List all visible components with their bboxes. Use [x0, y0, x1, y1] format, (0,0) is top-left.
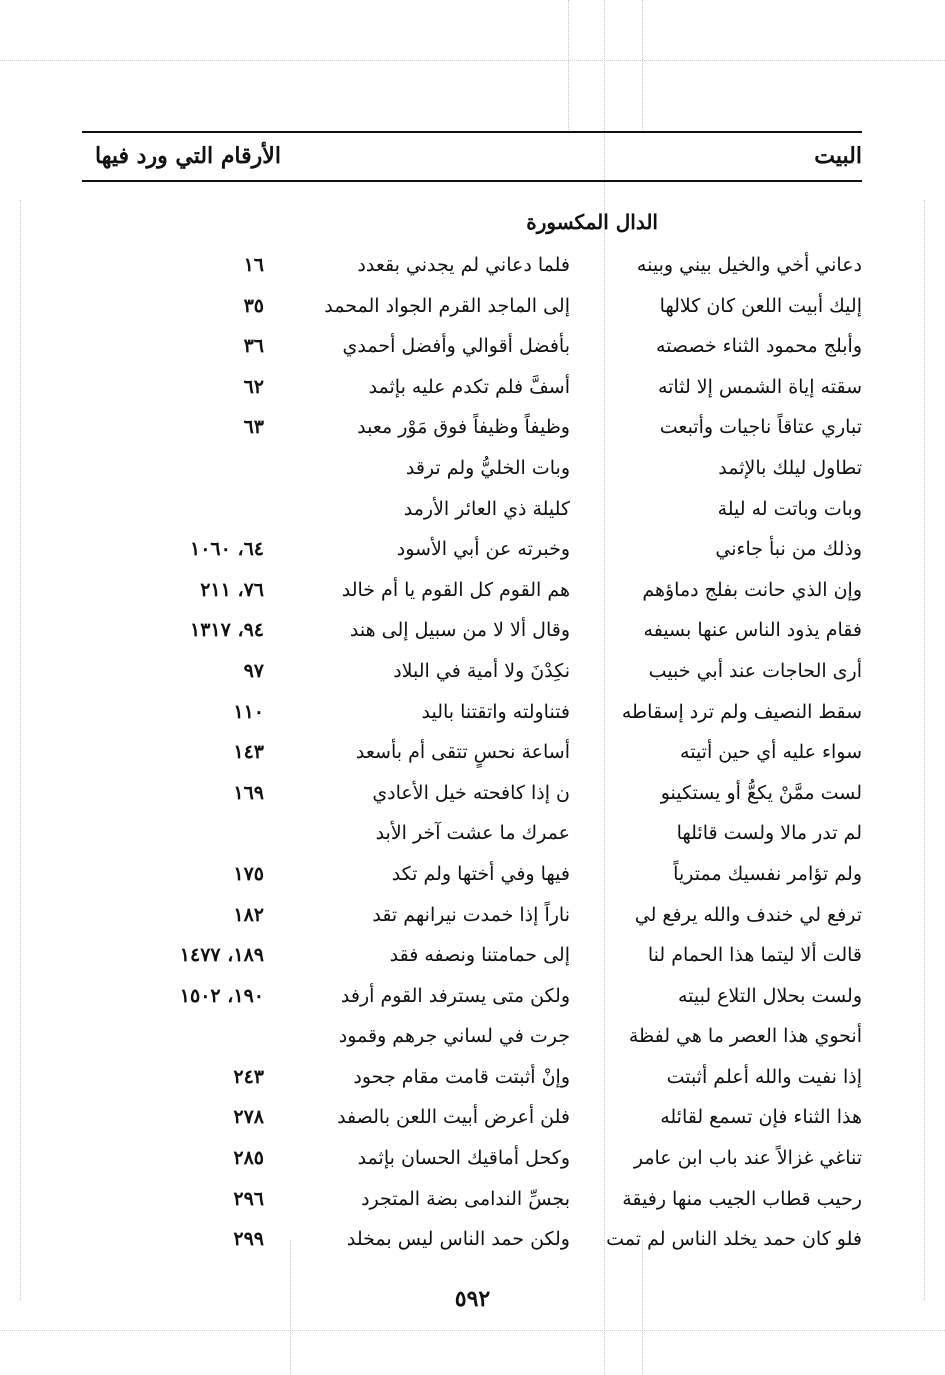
- first-hemistich: تناغي غزالاً عند باب ابن عامر: [633, 1147, 862, 1170]
- second-hemistich: عمرك ما عشت آخر الأبد: [375, 822, 570, 845]
- table-row: [82, 652, 862, 693]
- scan-guide-line: [642, 0, 643, 130]
- second-hemistich: أسفَّ فلم تكدم عليه بإثمد: [368, 375, 570, 398]
- verse-index-table: [82, 246, 862, 1261]
- occurrence-numbers: ١٦٩: [233, 781, 264, 804]
- table-row: [82, 287, 862, 328]
- second-hemistich: وكحل أماقيك الحسان بإثمد: [357, 1147, 570, 1170]
- first-hemistich: فلو كان حمد يخلد الناس لم تمت: [606, 1228, 862, 1251]
- first-hemistich: إذا نفيت والله أعلم أثبتت: [666, 1065, 862, 1088]
- table-row: [82, 1180, 862, 1221]
- table-row: [82, 1220, 862, 1261]
- verse-column-header: البيت: [814, 143, 862, 169]
- second-hemistich: ولكن حمد الناس ليس بمخلد: [346, 1228, 570, 1251]
- first-hemistich: لم تدر مالا ولست قائلها: [676, 822, 862, 845]
- second-hemistich: وخبرته عن أبي الأسود: [396, 538, 570, 561]
- header-top-rule: [82, 131, 862, 133]
- occurrence-numbers: ١٩٠، ١٥٠٢: [179, 984, 264, 1007]
- section-title: الدال المكسورة: [526, 210, 658, 234]
- table-row: [82, 977, 862, 1018]
- table-row: [82, 693, 862, 734]
- table-row: [82, 246, 862, 287]
- first-hemistich: تطاول ليلك بالإثمد: [718, 456, 862, 479]
- scan-guide-line: [20, 200, 21, 1300]
- first-hemistich: تباري عتاقاً ناجيات وأتبعت: [659, 416, 862, 439]
- occurrence-numbers: ١٤٣: [233, 741, 264, 764]
- first-hemistich: فقام يذود الناس عنها بسيفه: [643, 619, 862, 642]
- second-hemistich: إلى حمامتنا ونصفه فقد: [389, 944, 570, 967]
- occurrence-numbers: ١١٠: [233, 700, 264, 723]
- table-row: [82, 530, 862, 571]
- occurrence-numbers: ٩٤، ١٣١٧: [190, 619, 264, 642]
- occurrence-numbers: ١٧٥: [233, 862, 264, 885]
- table-row: [82, 814, 862, 855]
- scan-guide-line: [568, 0, 569, 130]
- first-hemistich: هذا الثناء فإن تسمع لقائله: [660, 1106, 862, 1129]
- scan-guide-line: [0, 60, 945, 61]
- occurrence-numbers: ٩٧: [243, 659, 264, 682]
- occurrence-numbers: ٦٣: [243, 416, 264, 439]
- first-hemistich: ولم تؤامر نفسيك ممترياً: [673, 862, 862, 885]
- second-hemistich: وبات الخليُّ ولم ترقد: [405, 456, 570, 479]
- first-hemistich: لست ممَّنْ يكعُّ أو يستكينو: [660, 781, 862, 804]
- occurrence-numbers: ١٨٢: [233, 903, 264, 926]
- second-hemistich: هم القوم كل القوم يا أم خالد: [341, 578, 570, 601]
- occurrence-numbers: ١٦: [243, 254, 264, 276]
- first-hemistich: أرى الحاجات عند أبي خبيب: [648, 659, 862, 682]
- occurrence-numbers: ٦٢: [243, 375, 264, 398]
- first-hemistich: وبات وباتت له ليلة: [717, 497, 862, 520]
- table-row: [82, 571, 862, 612]
- occurrence-numbers: ٢٩٩: [233, 1228, 264, 1251]
- second-hemistich: كليلة ذي العائر الأرمد: [403, 497, 570, 520]
- second-hemistich: جرت في لساني جرهم وقمود: [338, 1025, 570, 1048]
- second-hemistich: نكِدْنَ ولا أمية في البلاد: [393, 659, 570, 682]
- scan-guide-line: [924, 200, 925, 1300]
- occurrence-numbers: ٣٥: [243, 294, 264, 317]
- first-hemistich: رحيب قطاب الجيب منها رفيقة: [622, 1187, 862, 1210]
- table-row: [82, 936, 862, 977]
- second-hemistich: أساعة نحسٍ تتقى أم بأسعد: [355, 741, 570, 764]
- table-row: [82, 896, 862, 937]
- second-hemistich: ن إذا كافحته خيل الأعادي: [372, 781, 570, 804]
- table-row: [82, 855, 862, 896]
- occurrence-numbers: ١٨٩، ١٤٧٧: [179, 944, 264, 967]
- table-row: [82, 408, 862, 449]
- second-hemistich: ولكن متى يسترفد القوم أرفد: [340, 984, 570, 1007]
- occurrence-numbers: ٧٦، ٢١١: [200, 578, 264, 601]
- occurrence-numbers: ٦٤، ١٠٦٠: [190, 538, 264, 561]
- table-row: [82, 611, 862, 652]
- table-row: [82, 1139, 862, 1180]
- page-number: ٥٩٢: [454, 1286, 491, 1312]
- first-hemistich: ترفع لي خندف والله يرفع لي: [634, 903, 862, 926]
- table-row: [82, 733, 862, 774]
- first-hemistich: ولست بحلال التلاع لبيته: [677, 984, 862, 1007]
- occurrence-numbers: ٢٨٥: [233, 1147, 264, 1170]
- table-row: [82, 449, 862, 490]
- second-hemistich: فيها وفي أختها ولم تكد: [391, 862, 570, 885]
- first-hemistich: قالت ألا ليتما هذا الحمام لنا: [647, 944, 862, 967]
- second-hemistich: ناراً إذا خمدت نيرانهم تقد: [372, 903, 570, 926]
- first-hemistich: سواء عليه أي حين أتيته: [680, 741, 862, 764]
- numbers-column-header: الأرقام التي ورد فيها: [95, 143, 281, 169]
- table-row: [82, 1017, 862, 1058]
- second-hemistich: وإنْ أثبتت قامت مقام جحود: [353, 1065, 570, 1088]
- first-hemistich: وإن الذي حانت بفلج دماؤهم: [642, 578, 862, 601]
- occurrence-numbers: ٢٧٨: [233, 1106, 264, 1129]
- occurrence-numbers: ٢٩٦: [233, 1187, 264, 1210]
- second-hemistich: بأفضل أقوالي وأفضل أحمدي: [342, 335, 570, 358]
- second-hemistich: فلما دعاني لم يجدني بقعدد: [357, 254, 570, 276]
- table-row: [82, 774, 862, 815]
- table-row: [82, 327, 862, 368]
- table-row: [82, 368, 862, 409]
- first-hemistich: سقط النصيف ولم ترد إسقاطه: [621, 700, 862, 723]
- header-bottom-rule: [82, 180, 862, 182]
- first-hemistich: وذلك من نبأ جاءني: [715, 538, 862, 561]
- first-hemistich: وأبلج محمود الثناء خصصته: [656, 335, 862, 358]
- first-hemistich: سقته إياة الشمس إلا لثاته: [657, 375, 862, 398]
- second-hemistich: وقال ألا لا من سبيل إلى هند: [349, 619, 570, 642]
- second-hemistich: وظيفاً وظيفاً فوق مَوْر معبد: [357, 416, 570, 439]
- table-row: [82, 490, 862, 531]
- table-row: [82, 1058, 862, 1099]
- occurrence-numbers: ٣٦: [243, 335, 264, 358]
- first-hemistich: أنحوي هذا العصر ما هي لفظة: [628, 1025, 862, 1048]
- second-hemistich: إلى الماجد القرم الجواد المحمد: [324, 294, 570, 317]
- second-hemistich: فتناولته واتقتنا باليد: [421, 700, 570, 723]
- scan-guide-line: [0, 1330, 945, 1331]
- second-hemistich: بجسِّ الندامى بضة المتجرد: [361, 1187, 570, 1210]
- first-hemistich: إليك أبيت اللعن كان كلالها: [659, 294, 862, 317]
- first-hemistich: دعاني أخي والخيل بيني وبينه: [636, 254, 862, 276]
- occurrence-numbers: ٢٤٣: [233, 1065, 264, 1088]
- table-row: [82, 1098, 862, 1139]
- second-hemistich: فلن أعرض أبيت اللعن بالصفد: [337, 1106, 570, 1129]
